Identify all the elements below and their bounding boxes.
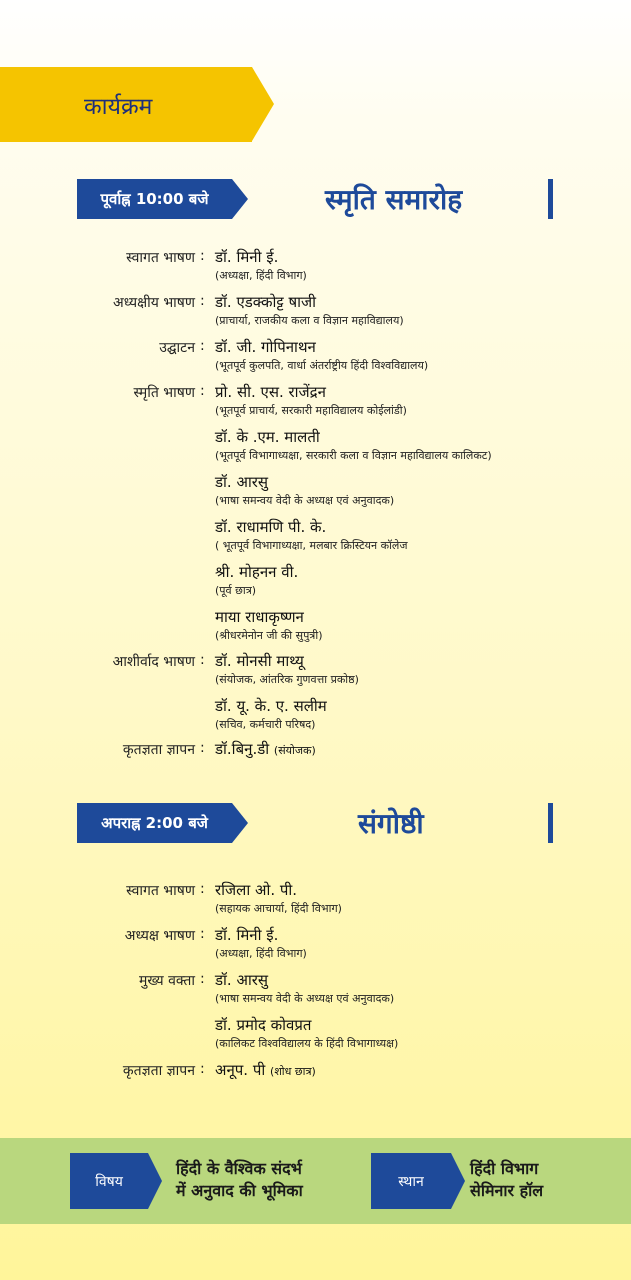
entry-desc: (भूतपूर्व कुलपति, वार्धा अंतर्राष्ट्रीय हिंदी विश्वविद्यालय) (215, 359, 429, 372)
closing-name (215, 739, 316, 759)
entry-desc: (प्राचार्या, राजकीय कला व विज्ञान महाविद्यालय) (215, 314, 404, 327)
program-title: कार्यक्रम (84, 93, 153, 120)
entry-colon: : (200, 338, 205, 354)
session1-time: पूर्वाह्न 10:00 बजे (100, 190, 209, 208)
session2-title: संगोष्ठी (358, 807, 424, 840)
closing-name (215, 1060, 316, 1080)
topic-text (176, 1158, 303, 1202)
topic-label: विषय (95, 1173, 123, 1190)
closing-person: डॉ.बिनु.डी (215, 740, 270, 758)
program-banner (0, 67, 252, 142)
closing-note: (शोध छात्र) (270, 1065, 316, 1078)
closing-note: (संयोजक) (273, 744, 316, 757)
entry-desc: (अध्यक्षा, हिंदी विभाग) (215, 947, 307, 960)
entry-name: रजिला ओ. पी. (215, 881, 298, 899)
entry-name: डॉ. आरसु (215, 473, 269, 491)
entry-desc: (सचिव, कर्मचारी परिषद) (215, 718, 316, 731)
session1-bar (548, 179, 553, 219)
entry-name: डॉ. मिनी ई. (215, 926, 279, 944)
venue-tag (371, 1153, 451, 1209)
entry-colon: : (200, 926, 205, 942)
entry-desc: (भाषा समन्वय वेदी के अध्यक्ष एवं अनुवादक) (215, 494, 395, 507)
entry-colon: : (200, 740, 205, 756)
entry-desc: (भूतपूर्व विभागाध्यक्षा, सरकारी कला व विज्ञान महाविद्यालय कालिकट) (215, 449, 492, 462)
topic-line2: में अनुवाद की भूमिका (176, 1181, 303, 1200)
session2-time-tag (77, 803, 232, 843)
entry-desc: (भाषा समन्वय वेदी के अध्यक्ष एवं अनुवादक) (215, 992, 395, 1005)
entry-desc: (सहायक आचार्या, हिंदी विभाग) (215, 902, 342, 915)
venue-label: स्थान (398, 1173, 424, 1190)
session2-bar (548, 803, 553, 843)
entry-desc: (श्रीधरमेनोन जी की सुपुत्री) (215, 629, 323, 642)
entry-desc: (कालिकट विश्वविद्यालय के हिंदी विभागाध्यक्ष) (215, 1037, 399, 1050)
session1-title: स्मृति समारोह (325, 183, 463, 216)
entry-colon: : (200, 1061, 205, 1077)
entry-desc: ( भूतपूर्व विभागाध्यक्षा, मलबार क्रिस्टियन कॉलेज (215, 539, 408, 552)
entry-colon: : (200, 383, 205, 399)
entry-desc: (पूर्व छात्र) (215, 584, 257, 597)
entry-name: डॉ. प्रमोद कोवप्रत (215, 1016, 312, 1034)
entry-name: डॉ. राधामणि पी. के. (215, 518, 327, 536)
closing-role: कृतज्ञता ज्ञापन (122, 1063, 195, 1079)
venue-text (470, 1158, 543, 1202)
entry-name: डॉ. मिनी ई. (215, 248, 279, 266)
entry-role: अध्यक्षीय भाषण (113, 295, 195, 311)
entry-colon: : (200, 881, 205, 897)
entry-colon: : (200, 293, 205, 309)
footer-band (0, 1138, 631, 1224)
entry-role: स्वागत भाषण (126, 250, 195, 266)
closing-person: अनूप. पी (215, 1061, 266, 1079)
entry-role: स्वागत भाषण (126, 883, 195, 899)
session2-time: अपराह्न 2:00 बजे (101, 814, 208, 832)
entry-name: डॉ. यू. के. ए. सलीम (215, 697, 327, 715)
entry-colon: : (200, 652, 205, 668)
entry-name: डॉ. मोनसी माथ्यू (215, 652, 304, 670)
entry-desc: (अध्यक्षा, हिंदी विभाग) (215, 269, 307, 282)
venue-line1: हिंदी विभाग (470, 1159, 539, 1178)
entry-name: माया राधाकृष्णन (215, 608, 304, 626)
entry-desc: (भूतपूर्व प्राचार्य, सरकारी महाविद्यालय कोईलांडी) (215, 404, 407, 417)
entry-name: प्रो. सी. एस. राजेंद्रन (215, 383, 326, 401)
entry-role: उद्घाटन (159, 340, 195, 356)
entry-name: डॉ. आरसु (215, 971, 269, 989)
entry-name: श्री. मोहनन वी. (215, 563, 299, 581)
entry-role: आशीर्वाद भाषण (112, 654, 195, 670)
session1-time-tag (77, 179, 232, 219)
entry-role: स्मृति भाषण (133, 385, 195, 401)
topic-tag (70, 1153, 148, 1209)
entry-name: डॉ. जी. गोपिनाथन (215, 338, 316, 356)
venue-line2: सेमिनार हॉल (470, 1181, 544, 1200)
entry-role: अध्यक्ष भाषण (124, 928, 195, 944)
entry-role: मुख्य वक्ता (138, 973, 195, 989)
topic-line1: हिंदी के वैश्विक संदर्भ (176, 1159, 302, 1178)
entry-colon: : (200, 971, 205, 987)
entry-colon: : (200, 248, 205, 264)
closing-role: कृतज्ञता ज्ञापन (122, 742, 195, 758)
entry-name: डॉ. के .एम. मालती (215, 428, 320, 446)
entry-desc: (संयोजक, आंतरिक गुणवत्ता प्रकोष्ठ) (215, 673, 359, 686)
entry-name: डॉ. एडक्कोट्ट षाजी (215, 293, 317, 311)
